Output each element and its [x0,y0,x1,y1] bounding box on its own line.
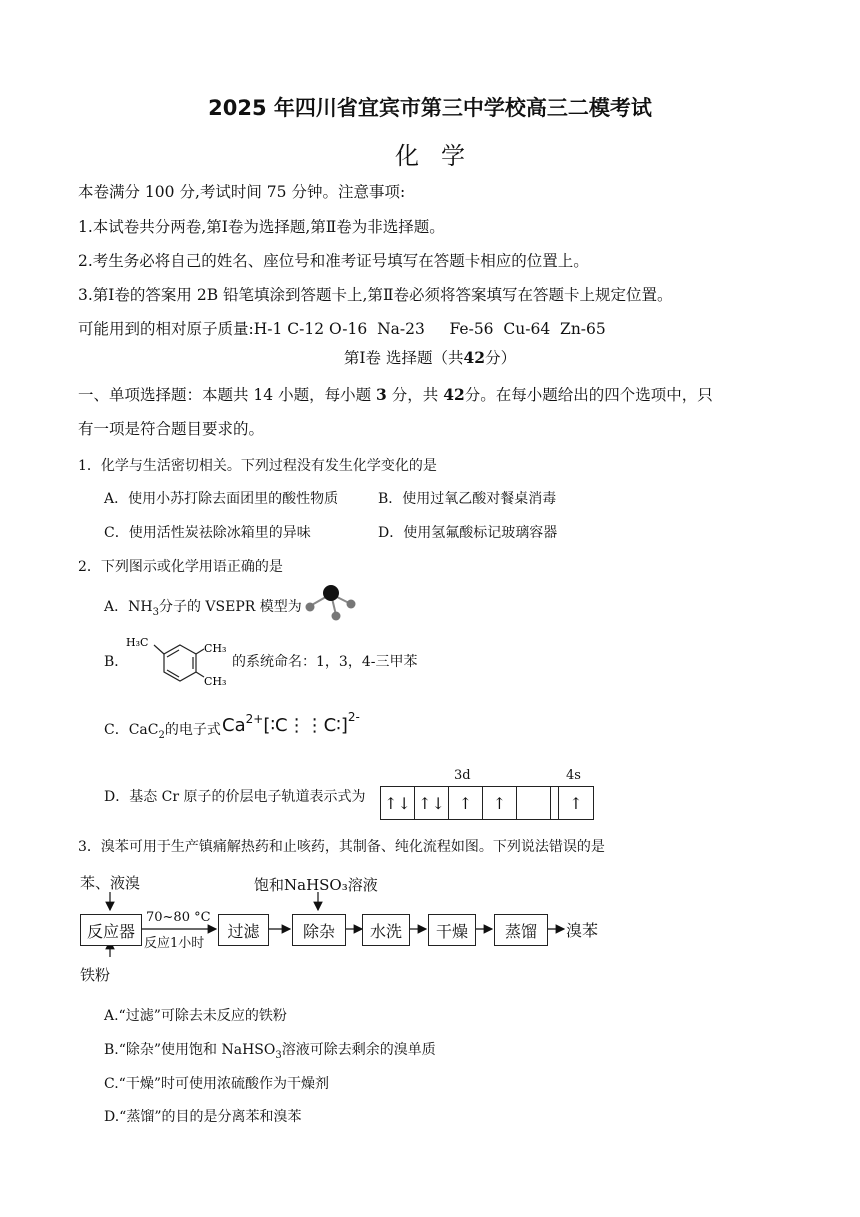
q2-a-post: 分子的 VSEPR 模型为 [158,599,302,615]
flow-step-dry: 干燥 [428,914,476,946]
section-instructions [78,383,713,405]
atomic-masses: 可能用到的相对原子质量:H-1 C-12 O-16 Na-23 Fe-56 Cu-64 Zn-65 [78,320,606,338]
c2-anion: [∶C⋮⋮C∶] [263,715,348,736]
orbital-4s-box: ↑ [558,786,594,820]
ch3-bottom: CH₃ [204,675,227,688]
notes-intro: 本卷满分 100 分,考试时间 75 分钟。注意事项: [78,183,406,201]
flow-condition-bottom: 反应1小时 [144,936,205,951]
flow-condition-top: 70~80 °C [146,910,211,925]
q2-option-d: D．基态 Cr 原子的价层电子轨道表示式为 [104,789,366,805]
cac2-electron-formula [222,710,360,736]
section-instructions-line2: 有一项是符合题目要求的。 [78,420,265,438]
orbital-box: ↑ [482,786,516,820]
anion-charge: 2- [347,710,360,724]
instr-a: 一、单项选择题：本题共 14 小题，每小题 [78,386,372,404]
note-2: 2.考生务必将自己的姓名、座位号和准考证号填写在答题卡相应的位置上。 [78,252,589,270]
flow-input-top: 苯、液溴 [80,874,141,892]
q2-option-b-label: B． [104,654,129,670]
flow-step-filter: 过滤 [218,914,269,946]
instr-b: 分，共 [391,386,439,404]
q3-option-c: C.“干燥”时可使用浓硫酸作为干燥剂 [104,1076,329,1092]
instr-total: 42 [443,385,465,404]
section-suffix: 分） [485,349,517,367]
q1-option-a: A．使用小苏打除去面团里的酸性物质 [104,491,339,507]
exam-title: 2025 年四川省宜宾市第三中学校高三二模考试 [208,96,652,120]
flow-step-reactor: 反应器 [80,914,142,946]
q3-option-d: D.“蒸馏”的目的是分离苯和溴苯 [104,1109,302,1125]
ca-charge: 2+ [245,712,264,726]
q1-stem: 1．化学与生活密切相关。下列过程没有发生化学变化的是 [78,458,437,474]
flow-step-purify: 除杂 [292,914,346,946]
q2-a-sub: 3 [152,606,159,618]
orbital-box [516,786,550,820]
q3-b-sub: 3 [275,1049,282,1061]
q2-option-b-text: 的系统命名：1，3，4-三甲苯 [232,654,418,670]
section-header [0,346,860,368]
q3-option-b [104,1039,436,1061]
section-points: 42 [463,348,486,367]
orbital-box: ↑↓ [414,786,448,820]
subject-title: 化学 [395,142,487,170]
q1-option-b: B．使用过氧乙酸对餐桌消毒 [378,491,557,507]
q3-stem: 3．溴苯可用于生产镇痛解热药和止咳药，其制备、纯化流程如图。下列说法错误的是 [78,839,605,855]
q2-option-a [104,596,302,618]
flow-step-distill: 蒸馏 [494,914,548,946]
ca-symbol: Ca [222,715,246,736]
q2-stem: 2．下列图示或化学用语正确的是 [78,559,283,575]
instr-c: 分。在每小题给出的四个选项中，只 [464,386,713,404]
flow-step-wash: 水洗 [362,914,410,946]
orbital-3d-label: 3d [454,768,471,783]
q2-c-pre: C．CaC [104,722,159,738]
q3-option-a: A.“过滤”可除去未反应的铁粉 [104,1008,287,1024]
q2-c-sub: 2 [158,729,165,741]
ch3-top-left: H₃C [126,636,149,649]
q3-b-pre: B.“除杂”使用饱和 NaHSO [104,1042,276,1058]
orbital-box: ↑↓ [380,786,414,820]
note-3: 3.第Ⅰ卷的答案用 2B 铅笔填涂到答题卡上,第Ⅱ卷必须将答案填写在答题卡上规定位置。 [78,286,673,304]
flow-reagent: 饱和NaHSO₃溶液 [254,876,378,894]
section-label: 第Ⅰ卷 选择题（共 [343,349,464,367]
orbital-4s-label: 4s [566,768,581,783]
orbital-box: ↑ [448,786,482,820]
q2-option-c [104,719,221,741]
q2-a-pre: A．NH [104,599,153,615]
ch3-top-right: CH₃ [204,642,227,655]
flow-input-bottom: 铁粉 [80,966,111,984]
q1-option-d: D．使用氢氟酸标记玻璃容器 [378,525,558,541]
note-1: 1.本试卷共分两卷,第Ⅰ卷为选择题,第Ⅱ卷为非选择题。 [78,218,445,236]
vsepr-model-icon [300,582,362,622]
instr-points: 3 [376,385,387,404]
q3-b-post: 溶液可除去剩余的溴单质 [281,1042,436,1058]
flow-product: 溴苯 [566,921,599,940]
orbital-3d-boxes [380,786,585,820]
q2-c-post: 的电子式 [164,722,221,738]
q1-option-c: C．使用活性炭祛除冰箱里的异味 [104,525,311,541]
trimethylbenzene-structure-icon [124,633,232,689]
